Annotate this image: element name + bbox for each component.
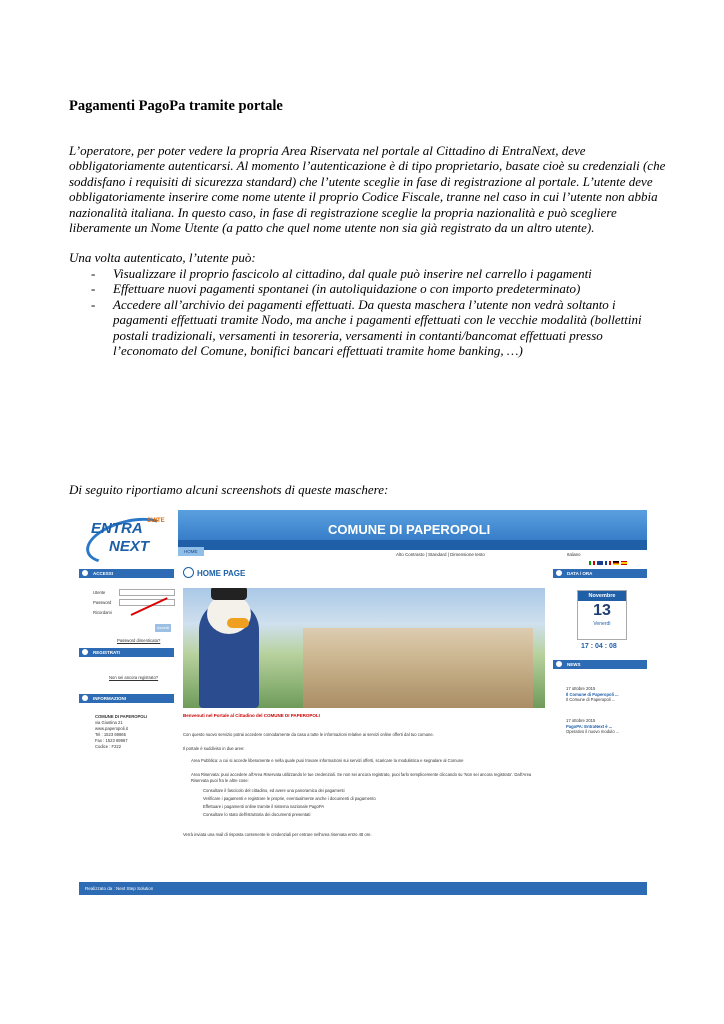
data-ora-header: DATA / ORA xyxy=(553,569,647,578)
list-item: - Effettuare nuovi pagamenti spontanei (in autoliquidazione o con importo predeterminato) xyxy=(91,281,581,297)
intro-paragraph: L’operatore, per poter vedere la propria Area Riservata nel portale al Cittadino di EntraNext, deve obbligatoriamente autenticarsi. Al momento l’autenticazione è di tipo proprietario, basate cioè su credenziali (che soddisfano i requisiti di sicurezza standard) che l’utente sceglie in fase di registrazione al portale. L’utente deve obbligatoriamente inserire come nome utente il proprio Codice Fiscale, tranne nel caso in cui l’utente non abbia nazionalità italiana. In questo caso, in fase di registrazione sceglie la propria nazionalità e può scegliere liberamente un Nome Utente (a patto che quel nome utente non sia già registrato da un altro utente). xyxy=(69,143,666,236)
news-icon xyxy=(556,661,562,667)
info-icon xyxy=(82,695,88,701)
capabilities-list xyxy=(69,266,669,358)
calendar-widget: Novembre 13 Venerdì xyxy=(577,590,627,640)
language-label[interactable]: Italiano xyxy=(567,552,581,557)
registrati-header: REGISTRATI xyxy=(79,648,174,657)
news-header: NEWS xyxy=(553,660,647,669)
news-item[interactable]: 17 ottobre 2015 PagoPA: EntraNext è ... Operativo il nuovo modulo ... xyxy=(566,718,620,734)
flag-uk-icon[interactable] xyxy=(597,561,603,565)
nav-pagamenti[interactable]: PAGAMENTI xyxy=(238,549,266,554)
clock-text: 17 : 04 : 08 xyxy=(581,643,617,650)
flag-fr-icon[interactable] xyxy=(605,561,611,565)
accessibility-bar[interactable]: Alto Contrasto | Standard | Dimensione testo xyxy=(396,552,485,557)
info-header: INFORMAZIONI xyxy=(79,694,174,703)
registrati-icon xyxy=(82,649,88,655)
clock-icon xyxy=(556,570,562,576)
screenshots-intro: Di seguito riportiamo alcuni screenshots di queste maschere: xyxy=(69,482,389,497)
nav-servizi[interactable]: SERVIZI xyxy=(209,549,227,554)
news-item[interactable]: 17 ottobre 2015 Il Comune di Paperopoli ... Il Comune di Paperopoli ... xyxy=(566,686,619,702)
nav-contatti[interactable]: CONTATTI xyxy=(277,549,299,554)
flag-es-icon[interactable] xyxy=(621,561,627,565)
page-heading: Pagamenti PagoPa tramite portale xyxy=(69,98,283,114)
homepage-title: HOME PAGE xyxy=(197,569,246,578)
bullet-marker: - xyxy=(91,266,96,281)
welcome-text: Benvenuti nel Portale al Cittadino del COMUNE DI PAPEROPOLI xyxy=(183,713,320,718)
hero-image xyxy=(183,588,545,708)
list-item: - Accedere all’archivio dei pagamenti effettuati. Da questa maschera l’utente non vedrà soltanto i pagamenti effettuati tramite Nodo, ma anche i pagamenti effettuati con le vecchie modalità (bollettini postali tradizionali, versamenti in tesoreria, versamenti in contanti/bancomat effettuati presso l’economato del Comune, bonifici bancari effettuati tramite home banking, …) xyxy=(91,296,642,359)
accedi-button[interactable]: Accedi xyxy=(156,625,169,630)
flag-de-icon[interactable] xyxy=(613,561,619,565)
portal-screenshot: ENTRA NEXT SUITE COMUNE DI PAPEROPOLI HOME SERVIZI PAGAMENTI CONTATTI Alto Contrasto | Standard | Dimensione testo Italiano ACCESSI Utente Password Ricordami Accedi Password dimenticata? REGISTRATI Non sei ancora registrato? INFORMAZIONI COMUNE DI PAPEROPOLI via Giustina 21 www.paperopoli.it Tel : 1523 69865 Fax : 1523 69867 Codice : F222 HOME PAGE Benvenuti nel Portale al Cittadino del COMUNE DI PAPEROPOLI Con questo nuovo servizio potrai accedere comodamente da casa a tutte le informazioni relative ai servizi online offerti dal tuo comune. Il portale è suddiviso in due aree: Area Pubblica: a cui si accede liberamente e nella quale puoi trovare informazioni sui servizi offerti, scaricare la modulistica e segnalare al Comune Area Riservata: puoi accedere all'Area Riservata utilizzando le tue credenziali. Se non sei ancora registrato, puoi farlo semplicemente cliccando su 'Non sei ancora registrato'. Dall'Area Riservata puoi fra le altre cose: Consultare il fascicolo del cittadino, ed avere una panoramica dei pagamenti Verificare i pagamenti e registrare le proprie, eventualmente anche i documenti di pagamento Effettuare i pagamenti online tramite il sistema nazionale PagoPA Consultare lo stato dell'istruttoria dei documenti presentati Verrà inviata una mail di risposta contenente le credenziali per entrare nell'area riservata entro 48 ore. DATA / ORA Novembre 13 Venerdì 17 : 04 : 08 NEWS 17 ottobre 2015 Il Comune di Paperopoli ... Il Comune di Paperopoli ... 17 ottobre 2015 PagoPA: EntraNext è ... Operativo il nuovo modulo ... Realizzato da : Next Step Solution xyxy=(79,510,647,895)
bullet-marker: - xyxy=(91,296,96,312)
capabilities-intro: Una volta autenticato, l’utente può: xyxy=(69,250,256,265)
forgot-password-link[interactable]: Password dimenticata? xyxy=(117,638,161,643)
bullet-marker: - xyxy=(91,281,96,297)
accessi-header: ACCESSI xyxy=(79,569,174,578)
portal-nav xyxy=(178,540,647,554)
password-input[interactable] xyxy=(119,599,175,606)
register-link[interactable]: Non sei ancora registrato? xyxy=(109,675,159,680)
entranext-logo: ENTRA NEXT SUITE xyxy=(79,510,178,565)
flag-it-icon[interactable] xyxy=(589,561,595,565)
portal-footer: Realizzato da : Next Step Solution xyxy=(79,882,647,895)
language-flags xyxy=(589,552,629,570)
portal-title: COMUNE DI PAPEROPOLI xyxy=(328,522,491,537)
chevron-right-icon xyxy=(183,567,194,578)
accessi-icon xyxy=(82,570,88,576)
username-input[interactable] xyxy=(119,589,175,596)
nav-home[interactable]: HOME xyxy=(178,547,204,556)
list-item: - Visualizzare il proprio fascicolo al cittadino, dal quale può inserire nel carrello i pagamenti xyxy=(91,266,592,281)
